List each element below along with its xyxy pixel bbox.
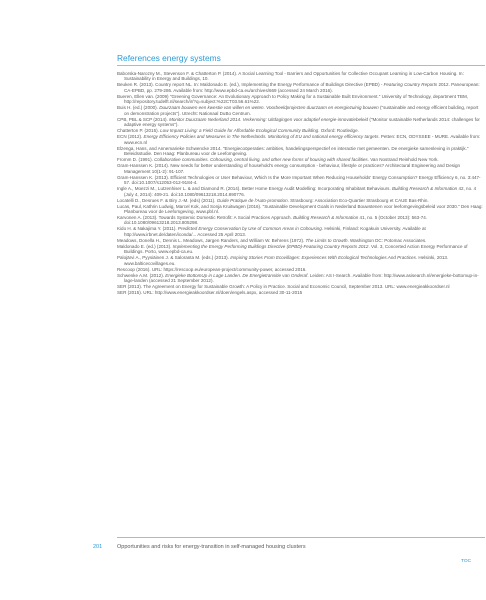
- reference-entry: [117, 267, 483, 272]
- running-title: Opportunities and risks for energy-transition in self-managed housing clusters: [117, 544, 306, 550]
- reference-entry: [117, 163, 483, 174]
- reference-text: Schwenke A.M. (2012).: [117, 272, 166, 278]
- reference-text: Ingle A., Moezzi M., Lutzenhiser L. & and Diamond R. (2014). Better Home Energy Audit Modelling: Incorporating Inhabitant Behaviours.: [117, 186, 392, 192]
- bottom-divider: [117, 537, 485, 538]
- reference-text: Chatterton P. (2015).: [117, 128, 161, 134]
- reference-title: Collaborative communities. Cohousing, central living, and other new forms of housing with shared facilities: [154, 157, 368, 163]
- reference-entry: [117, 94, 483, 105]
- reference-entry: [117, 244, 483, 255]
- reference-list: [117, 71, 483, 296]
- reference-details: 41, no. 5 (October 2013): 563-74. doi:10.1080/09613218.2013.805298.: [124, 214, 428, 226]
- reference-details: . Vol. 3, Concerted Action Energy Performance of Buildings. Porto, www.epbd-ca.eu.: [124, 243, 468, 255]
- reference-text: Elzenga, Hans, and Annemarieke Schwencke 2014. "Energiecoöperaties: ambities, handelingsperspectief en interactie met gemeenten. De energieke samenleving in praktijk." Beleidsstudie. Den Haag: Planbureau voor de Leefomgeving.: [117, 145, 469, 157]
- reference-entry: [117, 71, 483, 82]
- reference-title: Energy Efficiency Policies and Measures in The Netherlands. Monitoring of EU and national energy efficiency targets: [143, 134, 379, 140]
- reference-details: ("Monitor sustainable Netherlands 2014: challenges for adaptive energy systems").: [124, 116, 480, 128]
- reference-title: Implementing the Energy Performing Buildings Directive (EPBD)-Featuring Country Reports 2012: [172, 243, 369, 249]
- reference-entry: [117, 128, 483, 133]
- reference-entry: [117, 284, 483, 289]
- reference-entry: [117, 255, 483, 266]
- reference-text: Lucas, Paul, Kathrin Ludwig, Marcel Kok, and Sonja Kruitwagen (2016). "Sustainable Development Goals in Nederland Bouwstenen voor leefomgevingsbeleid voor 2030." Den Haag: Planbureau voor de Leefomgeving, www.pbl.nl.: [117, 203, 483, 214]
- reference-entry: [117, 273, 483, 284]
- reference-details: 2012. Paneuropean: CA-EPBD, pp. 279-286. Available from: http://www.epbd-ca.eu/archives/669 (accessed 24 March 2016).: [124, 82, 480, 93]
- reference-entry: [117, 157, 483, 162]
- toc-link[interactable]: TOC: [461, 559, 472, 564]
- reference-details: . Petten: ECN, ODYSSEE - MURE. Available from: www.ecn.nl: [124, 134, 481, 145]
- reference-entry: [117, 215, 483, 226]
- reference-entry: [117, 204, 483, 215]
- reference-entry: [117, 82, 483, 93]
- reference-entry: [117, 238, 483, 243]
- reference-entry: [117, 175, 483, 186]
- section-heading: References energy systems: [117, 53, 221, 63]
- reference-text: ECN (2012).: [117, 134, 144, 140]
- reference-title: Building Research & Information: [293, 214, 359, 220]
- reference-text: Maldonado E. (ed.) (2013).: [117, 243, 173, 249]
- reference-text: SER (2015). URL: http://www.energieakkoordser.nl/doen/engels.aspx, accessed 30-11-2015: [117, 290, 303, 296]
- reference-title: Featuring Country Reports: [383, 82, 438, 88]
- reference-details: . Oxford: Routledge.: [318, 128, 359, 134]
- reference-entry: [117, 146, 483, 157]
- reference-text: Meadows, Donella H., Dennis L. Meadows, Jørgen Randers, and William W. Behrens (1972).: [117, 237, 306, 243]
- reference-details: . Leiden: AS I-Search. Available from: http://www.asisearch.nl/energieke-bottomup-in-lage-landen (accessed 21 September 2012).: [124, 272, 479, 284]
- reference-title: Energieke BottomUp in Lage Landen. De Energietransitie van Onderaf: [165, 272, 308, 278]
- reference-entry: [117, 186, 483, 197]
- reference-title: Predicted Energy Conservation by Use of Common Areas in Cohousing: [177, 226, 322, 232]
- reference-text: Beuken R. (2013). Country report NL. In: Maldonado E. (ed.), Implementing the Energy Performance of Buildings Directive (EPBD) -: [117, 82, 384, 88]
- reference-title: Guide Pratique de l'Auto-promotion: [216, 197, 288, 203]
- reference-text: Locatelli D., Desrues F. & Biry J.-M. (eds) (2011).: [117, 197, 217, 203]
- top-divider: [117, 65, 485, 66]
- reference-entry: [117, 290, 483, 295]
- reference-details: . Helsinki, 2013. www.balticecovillages.eu.: [124, 255, 449, 266]
- reference-entry: [117, 117, 483, 128]
- reference-details: . Strasbourg: Association Eco-Quartier Strasbourg et CAUE Bas-Rhin.: [287, 197, 429, 203]
- reference-text: CPB, PBL & SCP (2014).: [117, 116, 170, 122]
- reference-title: Building Research & Information: [391, 186, 458, 192]
- reference-entry: [117, 226, 483, 237]
- reference-details: . Van Nostrand Reinhold New York.: [367, 157, 439, 163]
- reference-title: The Limits to Growth: [305, 237, 348, 243]
- reference-text: Gram-Hanssen K. (2013). Efficient Technologies or User Behaviour, Which Is the More Important When Reducing Households' Energy Consumption? Energy Efficiency 6, no. 3:447-57. doi:10.1007/s12053-012-9184-4.: [117, 174, 481, 186]
- reference-text: Karvonen A. (2013). Towards Systemic Domestic Retrofit: A Social Practices Approach.: [117, 214, 294, 220]
- reference-entry: [117, 105, 483, 116]
- reference-details: . Washington DC: Potomac Associates.: [347, 237, 427, 243]
- reference-text: Kido H. & Nakajima Y. (2011).: [117, 226, 178, 232]
- reference-entry: [117, 134, 483, 145]
- reference-text: Palojärvi A., Pyysiäinen J. & Saloranta M. (eds.) (2013).: [117, 255, 231, 261]
- reference-text: Gram-Hanssen K. (2014). New needs for better understanding of household's energy consumption - behaviour, lifestyle or practices? Architectural Engineering and Design Management 10(1-2): 91-107.: [117, 163, 461, 174]
- reference-text: Rescoop (2016). URL: https://rescoop.eu/european-project/community-power, accessed 2016.: [117, 266, 307, 272]
- page-number: 201: [93, 544, 103, 550]
- reference-details: 42, no. 4 (July 4, 2014): 409-21. doi:10.1080/09613218.2014.890776.: [124, 186, 477, 197]
- reference-text: Baborska-Narozny M., Stevenson F. & Chatterton P. (2014). A Social Learning Tool - Barriers and Opportunities for Collective Occupant Learning in Low-Carbon Housing. In: Sustainability in Energy and Buildings, 10.: [117, 71, 464, 82]
- reference-text: Fromm D. (1991).: [117, 157, 155, 163]
- reference-title: Monitor Duurzaam Nederland 2014. Verkenning: Uitdagingen voor adaptief energie-innovatiebeleid: [169, 116, 369, 122]
- reference-title: Duurzaam bouwen een kwestie van willen en weten. Voorbeeldprojecten duurzaam en energiezuinig bouwen: [159, 105, 379, 111]
- reference-title: Inspiring Stories From Ecovillages: Experiences With Ecological Technologies And Practices: [230, 255, 416, 261]
- reference-details: . Helsinki, Finland: Kogakuin University. Available at http://www.irbnet.de/daten/iconda/... Accessed 25 April 2013.: [124, 226, 426, 237]
- reference-text: Bueren, Ellen van. (2009) "Greening Governance: An Evolutionary Approach to Policy Making for a Sustainable Built Environment." University of Technology, department TBM, http://repository.tudelft.nl/search/ir/?q=subject:%22CT03.56.61%22.: [117, 93, 468, 105]
- reference-title: Low Impact Living: a Field Guide for Affordable Ecological Community Building: [160, 128, 319, 134]
- reference-text: Buis H. (ed.) (2000).: [117, 105, 160, 111]
- reference-details: ("sustainable and energy efficient building, report on demonstration projects"). Utrecht: Nationaal DuBo Centrum.: [124, 105, 479, 116]
- reference-text: SER (2013). The Agreement on Energy for Sustainable Growth: A Policy in Practice. Social and Economic Council, September 2013. URL: www.energieakkoordser.nl: [117, 284, 450, 290]
- reference-entry: [117, 198, 483, 203]
